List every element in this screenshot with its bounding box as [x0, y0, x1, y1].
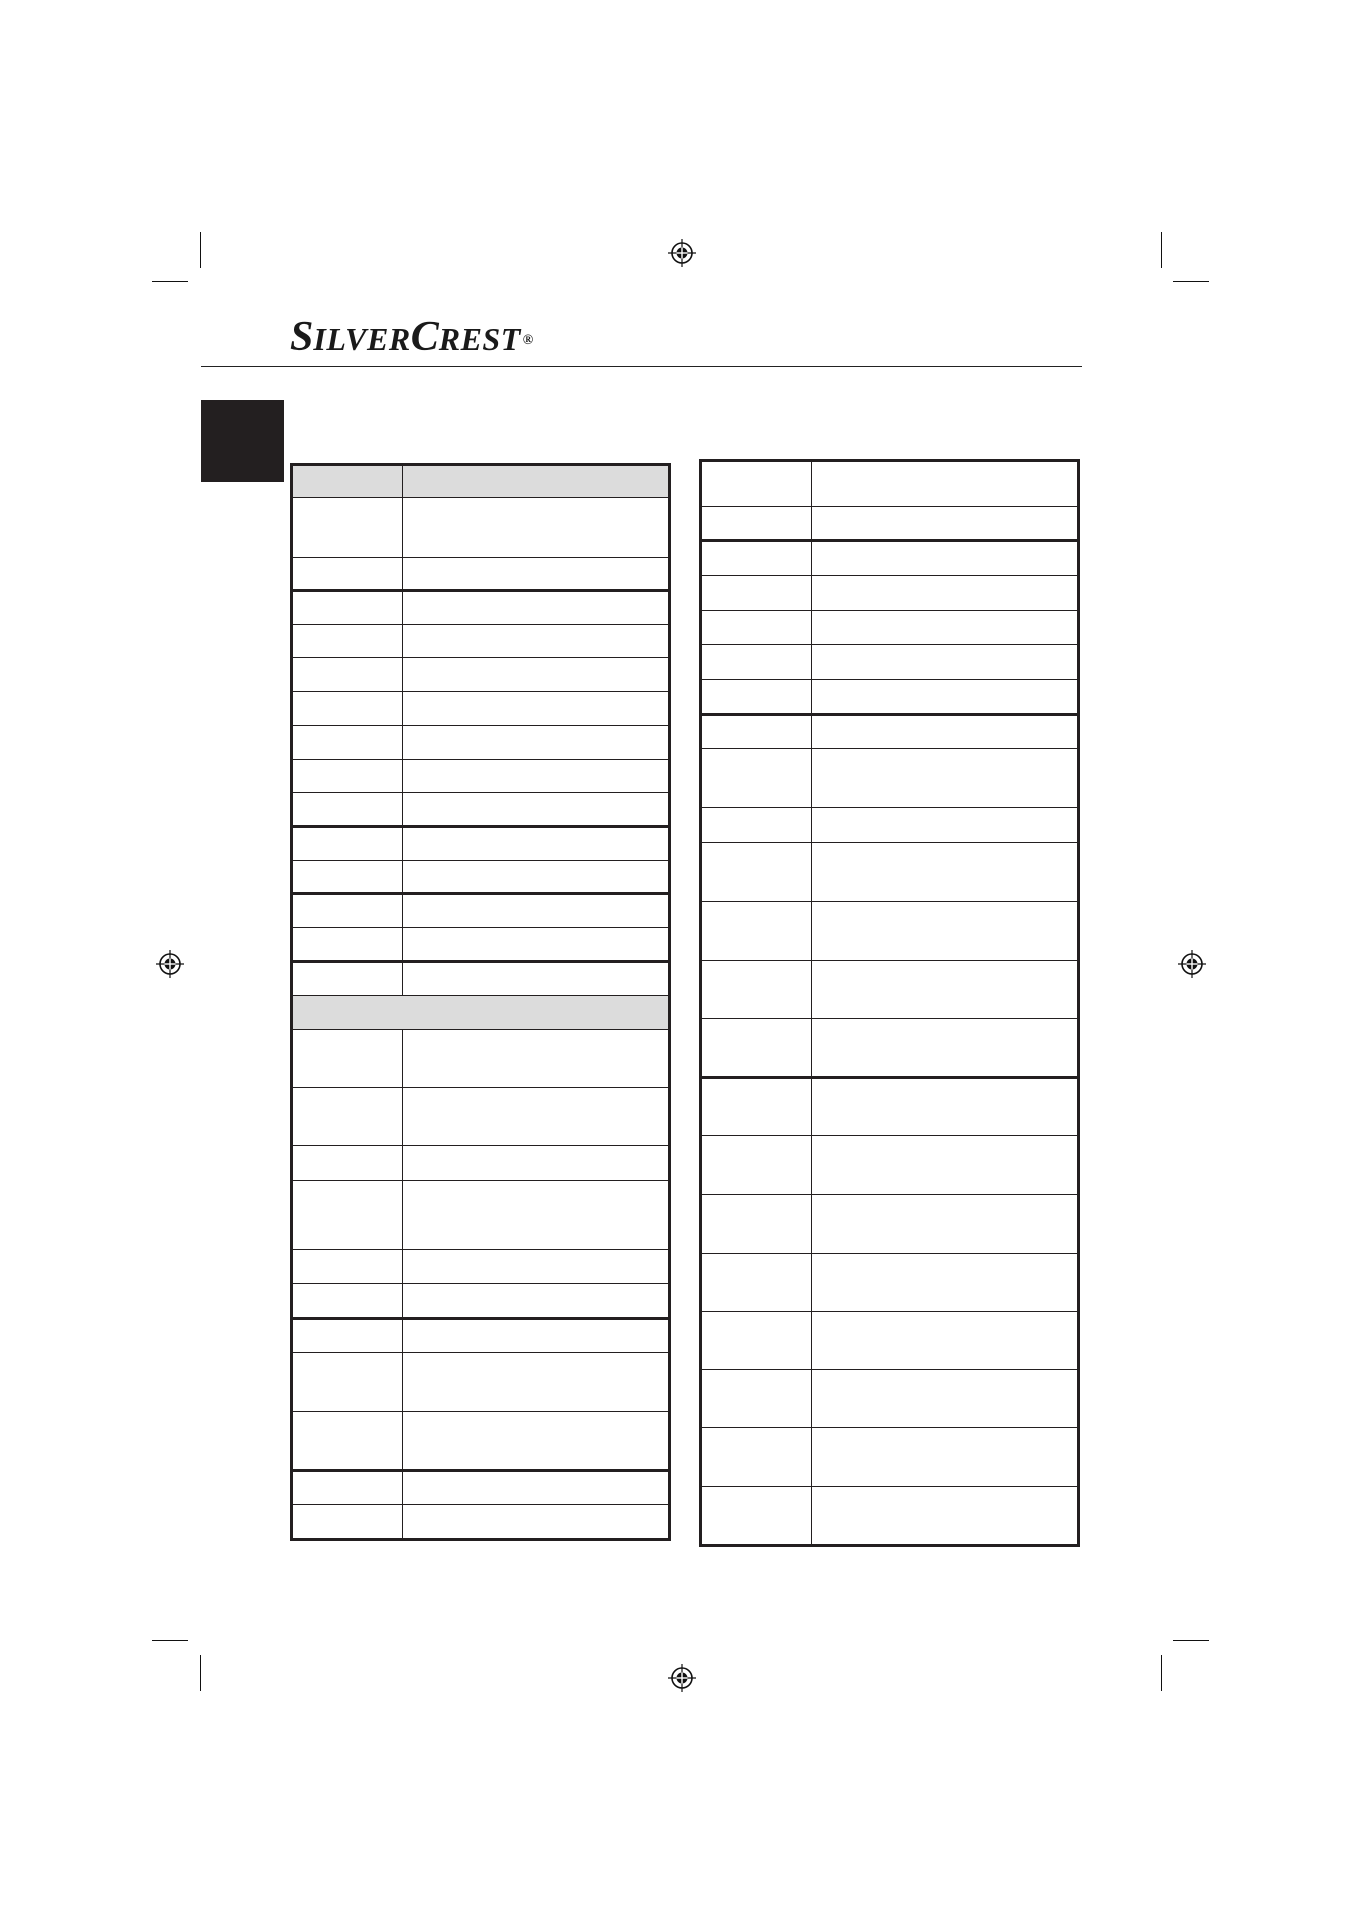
- table-row: [701, 1078, 1079, 1136]
- table-cell: [292, 1412, 403, 1471]
- table-cell: [701, 715, 812, 749]
- table-cell: [292, 1505, 403, 1540]
- table-cell: [403, 591, 670, 625]
- table-cell: [292, 1181, 403, 1250]
- table-cell: [701, 507, 812, 541]
- table-row: [292, 793, 670, 827]
- table-row: [292, 962, 670, 996]
- table-cell: [701, 1370, 812, 1428]
- table-row: [701, 1428, 1079, 1487]
- table-cell: [403, 861, 670, 894]
- table-row: [292, 1412, 670, 1471]
- logo-letter: S: [290, 314, 314, 360]
- table-row: [292, 625, 670, 658]
- table-row: [292, 1088, 670, 1146]
- table-cell: [292, 1088, 403, 1146]
- table-row: [701, 808, 1079, 843]
- registration-mark-icon: [667, 1663, 697, 1693]
- table-row: [292, 861, 670, 894]
- registration-mark-icon: [155, 949, 185, 979]
- crop-mark: [1161, 1655, 1162, 1691]
- table-cell: [403, 498, 670, 558]
- table-row: [701, 507, 1079, 541]
- table-row: [292, 928, 670, 962]
- table-cell: [292, 1030, 403, 1088]
- table-row: [701, 645, 1079, 680]
- table-cell: [812, 1312, 1079, 1370]
- table-cell: [701, 1254, 812, 1312]
- crop-mark: [1161, 232, 1162, 268]
- table-cell: [292, 894, 403, 928]
- table-cell: [701, 645, 812, 680]
- table-cell: [812, 749, 1079, 808]
- table-row: [292, 692, 670, 726]
- table-cell: [292, 465, 403, 498]
- right-table: [699, 459, 1080, 1547]
- table-row: [292, 1284, 670, 1319]
- logo-text: REST: [438, 321, 521, 357]
- table-cell: [403, 1030, 670, 1088]
- table-section-row: [292, 996, 670, 1030]
- table-cell: [812, 645, 1079, 680]
- table-row: [701, 1136, 1079, 1195]
- table-row: [701, 1487, 1079, 1546]
- table-cell: [403, 658, 670, 692]
- table-cell: [812, 1254, 1079, 1312]
- table-cell: [812, 902, 1079, 961]
- table-row: [292, 1353, 670, 1412]
- table-row: [292, 1146, 670, 1181]
- table-cell: [403, 928, 670, 962]
- table-cell: [403, 558, 670, 591]
- table-cell: [292, 1146, 403, 1181]
- left-table: [290, 463, 671, 1541]
- table-row: [292, 726, 670, 760]
- table-cell: [701, 1019, 812, 1078]
- table-row: [701, 576, 1079, 611]
- table-cell: [292, 658, 403, 692]
- table-cell: [403, 625, 670, 658]
- table-row: [701, 749, 1079, 808]
- table-cell: [403, 1088, 670, 1146]
- table-cell: [292, 1284, 403, 1319]
- table-cell: [701, 680, 812, 715]
- table-cell: [812, 1428, 1079, 1487]
- table-cell: [292, 827, 403, 861]
- registration-mark-icon: [1177, 949, 1207, 979]
- table-cell: [701, 808, 812, 843]
- table-cell: [403, 793, 670, 827]
- table-cell: [403, 1284, 670, 1319]
- table-cell: [701, 611, 812, 645]
- table-row: [292, 760, 670, 793]
- table-row: [701, 611, 1079, 645]
- table-row: [292, 1250, 670, 1284]
- table-cell: [812, 507, 1079, 541]
- table-cell: [292, 1250, 403, 1284]
- table-row: [292, 591, 670, 625]
- table-cell: [292, 625, 403, 658]
- registration-mark-icon: [667, 238, 697, 268]
- table-cell: [701, 902, 812, 961]
- table-cell: [292, 726, 403, 760]
- table-cell: [701, 961, 812, 1019]
- table-cell: [701, 1487, 812, 1546]
- table-cell: [403, 1181, 670, 1250]
- table-row: [292, 1471, 670, 1505]
- table-cell: [812, 1019, 1079, 1078]
- table-cell: [812, 1487, 1079, 1546]
- language-tab: [201, 400, 284, 482]
- table-cell: [403, 726, 670, 760]
- table-cell: [292, 861, 403, 894]
- table-cell: [701, 749, 812, 808]
- table-cell: [812, 576, 1079, 611]
- table-cell: [403, 1250, 670, 1284]
- table-cell: [403, 1319, 670, 1353]
- table-row: [701, 1195, 1079, 1254]
- table-row: [292, 498, 670, 558]
- table-cell: [292, 793, 403, 827]
- table-cell: [292, 591, 403, 625]
- table-cell: [701, 1312, 812, 1370]
- table-cell: [701, 1428, 812, 1487]
- table-cell: [292, 1353, 403, 1412]
- table-row: [701, 961, 1079, 1019]
- brand-logo: [290, 312, 533, 362]
- table-cell: [403, 1471, 670, 1505]
- crop-mark: [1173, 281, 1209, 282]
- crop-mark: [152, 281, 188, 282]
- table-row: [701, 1370, 1079, 1428]
- table-row: [701, 843, 1079, 902]
- crop-mark: [200, 232, 201, 268]
- table-cell: [403, 1146, 670, 1181]
- registered-mark: ®: [522, 332, 534, 348]
- table-cell: [403, 1505, 670, 1540]
- table-cell: [812, 611, 1079, 645]
- table-cell: [812, 808, 1079, 843]
- table-cell: [403, 894, 670, 928]
- table-cell: [812, 1136, 1079, 1195]
- table-cell: [701, 1136, 812, 1195]
- table-cell: [292, 928, 403, 962]
- table-cell: [812, 680, 1079, 715]
- table-row: [292, 1319, 670, 1353]
- table-cell: [292, 996, 670, 1030]
- table-cell: [403, 465, 670, 498]
- table-row: [292, 558, 670, 591]
- table-row: [292, 1181, 670, 1250]
- table-cell: [701, 843, 812, 902]
- table-cell: [812, 1195, 1079, 1254]
- table-row: [701, 680, 1079, 715]
- table-row: [701, 1254, 1079, 1312]
- table-cell: [292, 692, 403, 726]
- table-row: [701, 902, 1079, 961]
- table-cell: [403, 1412, 670, 1471]
- table-cell: [292, 558, 403, 591]
- table-cell: [292, 1471, 403, 1505]
- table-row: [292, 1505, 670, 1540]
- table-cell: [812, 541, 1079, 576]
- table-cell: [701, 1195, 812, 1254]
- table-row: [701, 461, 1079, 507]
- table-row: [701, 1312, 1079, 1370]
- table-row: [292, 1030, 670, 1088]
- logo-letter: C: [410, 314, 439, 360]
- table-cell: [403, 827, 670, 861]
- table-cell: [812, 961, 1079, 1019]
- table-cell: [701, 576, 812, 611]
- table-row: [292, 658, 670, 692]
- table-row: [292, 827, 670, 861]
- table-cell: [812, 461, 1079, 507]
- table-cell: [403, 1353, 670, 1412]
- table-cell: [812, 715, 1079, 749]
- table-row: [292, 894, 670, 928]
- table-cell: [701, 1078, 812, 1136]
- table-row: [701, 715, 1079, 749]
- table-cell: [292, 962, 403, 996]
- table-cell: [292, 1319, 403, 1353]
- table-row: [701, 1019, 1079, 1078]
- table-cell: [292, 498, 403, 558]
- table-cell: [403, 760, 670, 793]
- logo-text: ILVER: [313, 321, 411, 357]
- table-row: [701, 541, 1079, 576]
- table-header-row: [292, 465, 670, 498]
- header-rule: [201, 366, 1082, 367]
- table-cell: [812, 1078, 1079, 1136]
- table-cell: [701, 461, 812, 507]
- table-cell: [403, 692, 670, 726]
- table-cell: [403, 962, 670, 996]
- table-cell: [812, 1370, 1079, 1428]
- crop-mark: [200, 1655, 201, 1691]
- crop-mark: [1173, 1640, 1209, 1641]
- table-cell: [292, 760, 403, 793]
- table-cell: [701, 541, 812, 576]
- table-cell: [812, 843, 1079, 902]
- crop-mark: [152, 1640, 188, 1641]
